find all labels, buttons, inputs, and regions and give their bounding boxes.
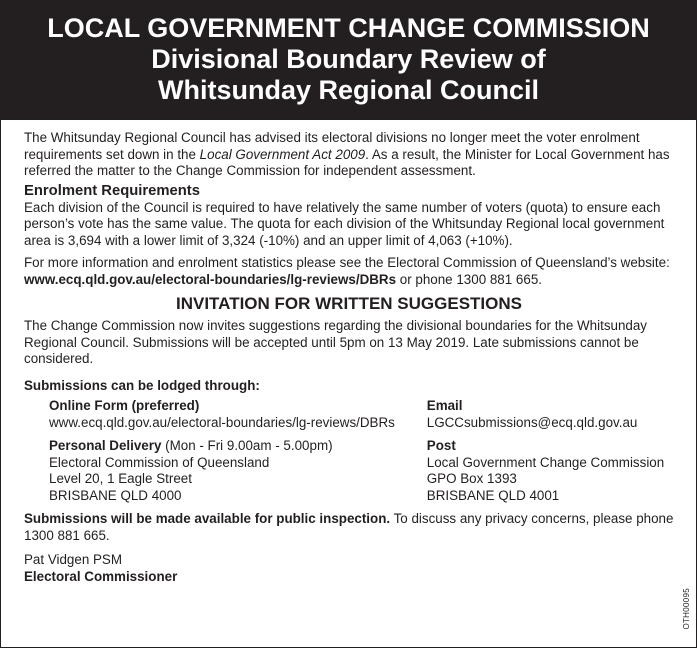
submission-column-left	[49, 398, 427, 511]
public-inspection-paragraph	[24, 511, 674, 544]
header-banner	[1, 1, 696, 120]
post-block	[427, 438, 674, 504]
info-text-2: or phone 1300 881 665.	[396, 271, 542, 287]
act-name: Local Government Act 2009	[199, 146, 366, 162]
enrolment-heading: Enrolment Requirements	[24, 182, 200, 199]
post-address-line: GPO Box 1393	[426, 471, 517, 486]
signatory-name: Pat Vidgen PSM	[24, 552, 123, 567]
delivery-hours: (Mon - Fri 9.00am - 5.00pm)	[161, 438, 333, 453]
enrolment-paragraph: Each division of the Council is required to have relatively the same number of voters (quota) to ensure each person’s vote has the same value. The quota for each division of the Whitsunday Regional local government area is 3,694 with a lower limit of 3,324 (-10%) and an upper limit of 4,063 (+10%).	[24, 199, 665, 248]
post-address-line: BRISBANE QLD 4001	[426, 487, 560, 503]
signatory-title: Electoral Commissioner	[24, 568, 178, 584]
delivery-address-line: Level 20, 1 Eagle Street	[49, 471, 192, 486]
info-paragraph	[24, 255, 674, 288]
post-address-line: Local Government Change Commission	[426, 454, 665, 470]
commission-title: LOCAL GOVERNMENT CHANGE COMMISSION	[47, 13, 650, 43]
email-block	[427, 398, 674, 431]
online-form-link[interactable]: www.ecq.qld.gov.au/electoral-boundaries/lg-reviews/DBRs	[49, 414, 395, 430]
review-title-line2: Whitsunday Regional Council	[157, 75, 539, 105]
info-text-1: For more information and enrolment statistics please see the Electoral Commission of Queensland’s website:	[24, 255, 670, 270]
personal-delivery-header	[49, 438, 427, 455]
email-address[interactable]: LGCCsubmissions@ecq.qld.gov.au	[426, 414, 638, 430]
submission-methods	[49, 398, 674, 511]
online-form-block	[49, 398, 427, 431]
intro-paragraph	[24, 130, 674, 180]
submissions-heading: Submissions can be lodged through:	[24, 377, 260, 393]
delivery-address-line: BRISBANE QLD 4000	[49, 487, 182, 503]
public-inspection-bold: Submissions will be made available for public inspection.	[24, 511, 391, 526]
delivery-address-line: Electoral Commission of Queensland	[49, 454, 270, 470]
notice-body	[24, 130, 674, 585]
invitation-heading: INVITATION FOR WRITTEN SUGGESTIONS	[176, 294, 522, 313]
email-title: Email	[426, 398, 463, 413]
personal-delivery-title: Personal Delivery	[49, 438, 162, 453]
public-inspection-text: To discuss any privacy concerns, please phone 1300 881 665.	[24, 511, 674, 543]
intro-text-1: The Whitsunday Regional Council has advised its electoral divisions no longer meet the voter enrolment requirements set down in the	[24, 130, 640, 162]
online-form-title: Online Form (preferred)	[49, 398, 200, 413]
side-reference-code: OTH00095	[682, 588, 691, 630]
invitation-paragraph: The Change Commission now invites suggestions regarding the divisional boundaries for the Whitsunday Regional Council. Submissions will be accepted until 5pm on 13 May 2019. Late submissions cannot be considered.	[24, 318, 648, 366]
review-title-line1: Divisional Boundary Review of	[151, 44, 546, 74]
personal-delivery-block	[49, 438, 427, 504]
submission-column-right	[427, 398, 674, 511]
intro-text-2: . As a result, the Minister for Local Government has referred the matter to the Change Commission for independent assessment.	[24, 146, 670, 178]
post-title: Post	[426, 438, 456, 453]
info-website-link[interactable]: www.ecq.qld.gov.au/electoral-boundaries/lg-reviews/DBRs	[24, 271, 397, 287]
